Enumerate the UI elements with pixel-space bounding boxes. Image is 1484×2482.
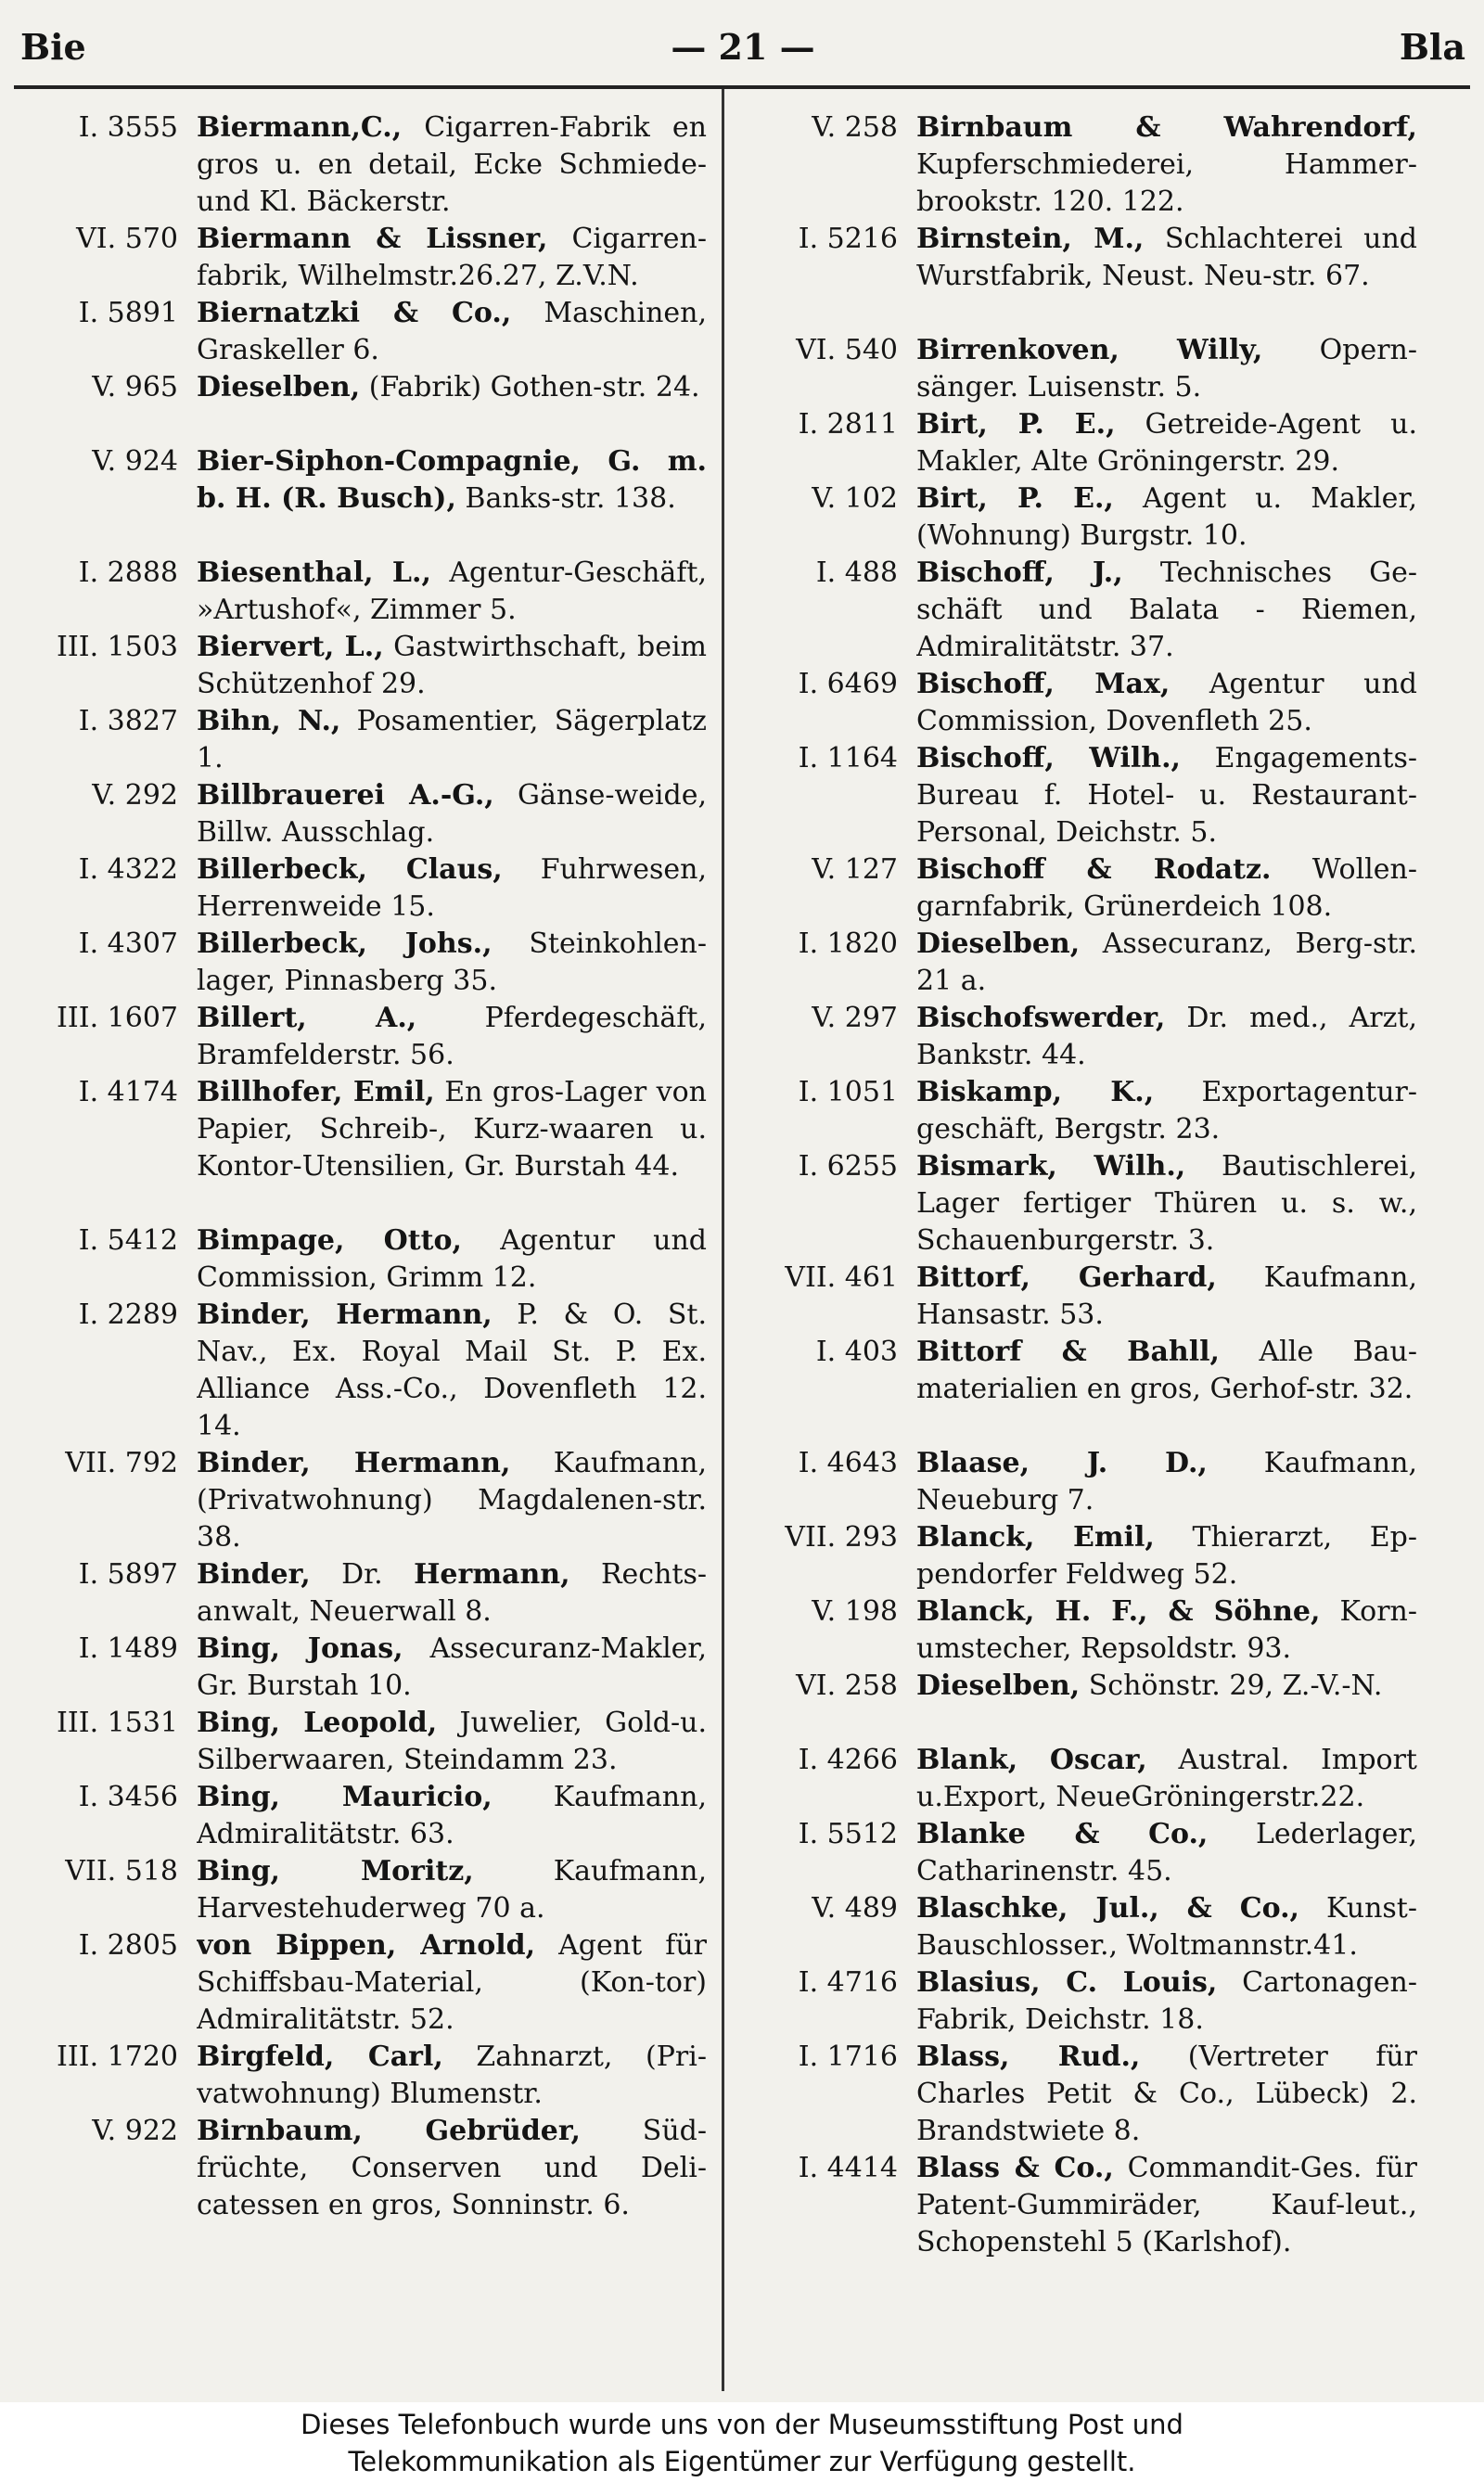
entry-name: Biermann,C., (197, 111, 403, 144)
entry-text (197, 1000, 707, 1074)
directory-entry (20, 109, 707, 221)
phone-number: I. 4414 (798, 2152, 898, 2184)
entry-name: Bischofswerder, (916, 1002, 1166, 1034)
entry-details: Wollen-garnfabrik, Grünerdeich 108. (916, 853, 1417, 923)
entry-text (916, 109, 1417, 221)
entry-name: Blaase, J. D., (916, 1447, 1208, 1479)
entry-details: Technisches Ge-schäft und Balata - Riemen, Admiralitätstr. 37. (916, 557, 1417, 663)
phone-number: I. 5891 (78, 297, 178, 329)
entry-text (916, 1445, 1417, 1519)
entry-text (916, 480, 1417, 555)
directory-entry (740, 555, 1417, 666)
entry-name: Birrenkoven, Willy, (916, 334, 1263, 366)
directory-entry (20, 1445, 707, 1556)
directory-entry (20, 1927, 707, 2039)
entry-text (916, 221, 1417, 332)
entry-name: Bischoff, Wilh., (916, 742, 1181, 774)
directory-entry (740, 2150, 1417, 2261)
entry-details: Agentur-Geschäft, »Artushof«, Zimmer 5. (197, 557, 707, 626)
entry-text (197, 1853, 707, 1927)
phone-number: I. 4643 (798, 1447, 898, 1479)
entry-text (916, 1742, 1417, 1816)
phone-number: V. 297 (812, 1002, 898, 1034)
entry-details: Assecuranz-Makler, Gr. Burstah 10. (197, 1632, 707, 1702)
entry-details: Schönstr. 29, Z.-V.-N. (1080, 1670, 1383, 1702)
entry-text (197, 2113, 707, 2224)
entry-details: Agentur und Commission, Grimm 12. (197, 1224, 707, 1294)
entry-text (197, 777, 707, 851)
directory-entry (740, 666, 1417, 740)
entry-details: Austral. Import u.Export, NeueGröningerstr.22. (916, 1744, 1417, 1813)
phone-number: V. 924 (92, 445, 178, 478)
entry-name: Birnbaum & Wahrendorf, (916, 111, 1417, 144)
directory-entry (740, 332, 1417, 406)
phone-number: V. 198 (812, 1595, 898, 1628)
directory-entry (20, 777, 707, 851)
entry-details: Opern-sänger. Luisenstr. 5. (916, 334, 1417, 403)
entry-name: Billbrauerei A.-G., (197, 779, 494, 812)
directory-entry (20, 1556, 707, 1631)
entry-text (197, 1631, 707, 1705)
entry-text (916, 2150, 1417, 2261)
entry-details: Dr. Hermann, Rechts-anwalt, Neuerwall 8. (197, 1558, 707, 1628)
entry-name: Biernatzki & Co., (197, 297, 512, 329)
directory-entry (740, 2039, 1417, 2150)
entry-details: Banks-str. 138. (455, 482, 676, 515)
entry-name: Blaschke, Jul., & Co., (916, 1892, 1299, 1925)
phone-number: V. 922 (92, 2115, 178, 2147)
phone-number: I. 6255 (798, 1150, 898, 1183)
column-divider (722, 89, 724, 2391)
entry-details: Exportagentur-geschäft, Bergstr. 23. (916, 1076, 1417, 1145)
directory-entry (20, 703, 707, 777)
directory-entry (20, 851, 707, 926)
directory-entry (20, 1705, 707, 1779)
entry-details: Korn-umstecher, Repsoldstr. 93. (916, 1595, 1417, 1665)
entry-details: Agentur und Commission, Dovenfleth 25. (916, 668, 1417, 737)
entry-text (916, 1074, 1417, 1148)
entry-name: Birt, P. E., (916, 482, 1114, 515)
right-column (740, 109, 1417, 2261)
entry-name: Bischoff, J., (916, 557, 1123, 589)
page-header (20, 26, 1465, 72)
entry-details: Cartonagen-Fabrik, Deichstr. 18. (916, 1966, 1417, 2036)
phone-number: I. 4174 (78, 1076, 178, 1108)
entry-details: P. & O. St. Nav., Ex. Royal Mail St. P. Ex. Alliance Ass.-Co., Dovenfleth 12. 14. (197, 1299, 707, 1442)
entry-text (197, 1705, 707, 1779)
directory-entry (740, 1964, 1417, 2039)
entry-text (916, 2039, 1417, 2150)
entry-text (197, 555, 707, 629)
entry-name: Bing, Jonas, (197, 1632, 403, 1665)
phone-number: I. 3827 (78, 705, 178, 737)
phone-number: I. 5897 (78, 1558, 178, 1591)
phone-number: V. 127 (812, 853, 898, 886)
phone-number: VI. 570 (76, 223, 178, 255)
entry-text (916, 1000, 1417, 1074)
entry-name: Bischoff, Max, (916, 668, 1171, 700)
directory-entry (740, 1593, 1417, 1668)
phone-number: I. 5512 (798, 1818, 898, 1850)
entry-details: Zahnarzt, (Pri-vatwohnung) Blumenstr. (197, 2041, 707, 2110)
entry-name: Blank, Oscar, (916, 1744, 1147, 1776)
phone-number: I. 6469 (798, 668, 898, 700)
entry-name: Billhofer, Emil, (197, 1076, 435, 1108)
phone-number: V. 102 (812, 482, 898, 515)
header-left-keyword: Bie (20, 26, 86, 68)
entry-text (197, 221, 707, 295)
entry-text (197, 629, 707, 703)
entry-name: Bittorf & Bahll, (916, 1336, 1220, 1368)
directory-entry (20, 1222, 707, 1297)
entry-text (197, 1297, 707, 1445)
phone-number: I. 3555 (78, 111, 178, 144)
entry-details: Gastwirthschaft, beim Schützenhof 29. (197, 631, 707, 700)
entry-name: Birgfeld, Carl, (197, 2041, 443, 2073)
phone-number: V. 292 (92, 779, 178, 812)
entry-name: Billert, A., (197, 1002, 417, 1034)
phone-number: VII. 461 (785, 1261, 898, 1294)
directory-entry (20, 2113, 707, 2224)
directory-entry (20, 2039, 707, 2113)
directory-entry (740, 1000, 1417, 1074)
phone-number: I. 1164 (798, 742, 898, 774)
entry-details: Agent für Schiffsbau-Material, (Kon-tor) Admiralitätstr. 52. (197, 1929, 707, 2036)
directory-entry (20, 1000, 707, 1074)
entry-details: Kaufmann, Neueburg 7. (916, 1447, 1417, 1516)
directory-entry (740, 1260, 1417, 1334)
phone-number: VI. 540 (796, 334, 898, 366)
entry-text (916, 1260, 1417, 1334)
entry-details: Posamentier, Sägerplatz 1. (197, 705, 707, 774)
entry-details: Juwelier, Gold-u. Silberwaaren, Steindamm 23. (197, 1707, 707, 1776)
entry-text (916, 851, 1417, 926)
phone-number: I. 4716 (798, 1966, 898, 1999)
entry-text (916, 1816, 1417, 1890)
entry-text (916, 1519, 1417, 1593)
entry-text (916, 1668, 1417, 1742)
entry-details: Schlachterei und Wurstfabrik, Neust. Neu-str. 67. (916, 223, 1417, 292)
directory-entry (20, 1853, 707, 1927)
entry-text (916, 1593, 1417, 1668)
phone-number: I. 3456 (78, 1781, 178, 1813)
phone-number: VI. 258 (796, 1670, 898, 1702)
entry-name: Biervert, L., (197, 631, 384, 663)
directory-entry (740, 480, 1417, 555)
directory-entry (740, 1148, 1417, 1260)
phone-number: I. 4266 (798, 1744, 898, 1776)
directory-entry (740, 1890, 1417, 1964)
phone-number: III. 1503 (57, 631, 178, 663)
entry-text (916, 1964, 1417, 2039)
entry-name: Biskamp, K., (916, 1076, 1155, 1108)
entry-details: Thierarzt, Ep-pendorfer Feldweg 52. (916, 1521, 1417, 1591)
entry-text (197, 851, 707, 926)
directory-entry (20, 555, 707, 629)
entry-details: En gros-Lager von Papier, Schreib-, Kurz-waaren u. Kontor-Utensilien, Gr. Burstah 44. (197, 1076, 707, 1183)
entry-details: Alle Bau-materialien en gros, Gerhof-str. 32. (916, 1336, 1417, 1405)
entry-name: von Bippen, Arnold, (197, 1929, 536, 1962)
directory-entry (740, 1334, 1417, 1445)
entry-text (197, 703, 707, 777)
phone-number: V. 258 (812, 111, 898, 144)
entry-name: Bismark, Wilh., (916, 1150, 1186, 1183)
directory-entry (20, 443, 707, 555)
footer-line-2: Telekommunikation als Eigentümer zur Verfügung gestellt. (348, 2446, 1136, 2477)
entry-details: Kaufmann, Admiralitätstr. 63. (197, 1781, 707, 1850)
entry-text (197, 1927, 707, 2039)
entry-text (197, 1779, 707, 1853)
entry-details: Engagements-Bureau f. Hotel- u. Restaurant-Personal, Deichstr. 5. (916, 742, 1417, 849)
entry-text (916, 666, 1417, 740)
phone-number: I. 2289 (78, 1299, 178, 1331)
entry-name: Binder, (197, 1558, 311, 1591)
phone-number: I. 4307 (78, 928, 178, 960)
directory-entry (740, 1519, 1417, 1593)
entry-text (197, 1222, 707, 1297)
header-rule (14, 85, 1470, 89)
directory-entry (20, 369, 707, 443)
entry-details: (Vertreter für Charles Petit & Co., Lübeck) 2. Brandstwiete 8. (916, 2041, 1417, 2147)
entry-name: Billerbeck, Claus, (197, 853, 503, 886)
entry-name: Bing, Mauricio, (197, 1781, 493, 1813)
phone-number: I. 1489 (78, 1632, 178, 1665)
directory-entry (20, 629, 707, 703)
entry-name: Birt, P. E., (916, 408, 1116, 441)
entry-name: Bimpage, Otto, (197, 1224, 462, 1257)
phone-number: I. 5216 (798, 223, 898, 255)
phone-number: VII. 792 (65, 1447, 178, 1479)
phone-number: I. 5412 (78, 1224, 178, 1257)
entry-name: Blasius, C. Louis, (916, 1966, 1218, 1999)
directory-entry (740, 926, 1417, 1000)
entry-name: Blanck, Emil, (916, 1521, 1155, 1554)
entry-name: Binder, Hermann, (197, 1299, 493, 1331)
directory-entry (20, 926, 707, 1000)
directory-entry (740, 221, 1417, 332)
entry-text (916, 332, 1417, 406)
left-column (20, 109, 707, 2224)
entry-name: Dieselben, (916, 928, 1081, 960)
header-right-keyword: Bla (1399, 26, 1465, 68)
phone-number: VII. 293 (785, 1521, 898, 1554)
entry-name: Biesenthal, L., (197, 557, 431, 589)
entry-details: Maschinen, Graskeller 6. (197, 297, 707, 366)
footer-notice (0, 2402, 1484, 2482)
phone-number: III. 1607 (57, 1002, 178, 1034)
entry-details: Lederlager, Catharinenstr. 45. (916, 1818, 1417, 1887)
entry-text (197, 109, 707, 221)
directory-entry (20, 1297, 707, 1445)
entry-text (197, 369, 707, 443)
directory-entry (740, 1668, 1417, 1742)
directory-entry (20, 295, 707, 369)
directory-entry (20, 1779, 707, 1853)
entry-text (197, 1556, 707, 1631)
entry-name: Blanck, H. F., & Söhne, (916, 1595, 1321, 1628)
entry-details: Assecuranz, Berg-str. 21 a. (916, 928, 1417, 997)
phone-number: I. 403 (815, 1336, 898, 1368)
phone-number: V. 489 (812, 1892, 898, 1925)
entry-name: Birnbaum, Gebrüder, (197, 2115, 581, 2147)
entry-text (916, 555, 1417, 666)
entry-details: Kupferschmiederei, Hammer-brookstr. 120. 122. (916, 148, 1417, 218)
entry-text (197, 1074, 707, 1222)
entry-text (197, 1445, 707, 1556)
entry-details: (Fabrik) Gothen-str. 24. (360, 371, 700, 403)
phone-number: I. 1051 (798, 1076, 898, 1108)
phone-number: I. 1820 (798, 928, 898, 960)
entry-details: Fuhrwesen, Herrenweide 15. (197, 853, 707, 923)
directory-entry (20, 1631, 707, 1705)
entry-text (197, 295, 707, 369)
directory-entry (740, 1445, 1417, 1519)
phone-number: I. 2805 (78, 1929, 178, 1962)
entry-text (197, 926, 707, 1000)
entry-text (916, 1148, 1417, 1260)
phone-number: I. 2888 (78, 557, 178, 589)
entry-text (916, 740, 1417, 851)
directory-entry (20, 1074, 707, 1222)
entry-text (916, 1890, 1417, 1964)
entry-text (916, 926, 1417, 1000)
footer-line-1: Dieses Telefonbuch wurde uns von der Museumsstiftung Post und (301, 2409, 1183, 2440)
entry-details: Kunst-Bauschlosser., Woltmannstr.41. (916, 1892, 1417, 1962)
phone-number: III. 1720 (57, 2041, 178, 2073)
entry-name: Billerbeck, Johs., (197, 928, 493, 960)
entry-details: Kaufmann, (Privatwohnung) Magdalenen-str. 38. (197, 1447, 707, 1554)
entry-name: Bittorf, Gerhard, (916, 1261, 1217, 1294)
entry-text (197, 2039, 707, 2113)
entry-name: Bihn, N., (197, 705, 341, 737)
entry-name: Birnstein, M., (916, 223, 1145, 255)
entry-name: Biermann & Lissner, (197, 223, 548, 255)
entry-details: Süd-früchte, Conserven und Deli-catessen en gros, Sonninstr. 6. (197, 2115, 707, 2221)
entry-details: Kaufmann, Hansastr. 53. (916, 1261, 1417, 1331)
directory-entry (740, 1816, 1417, 1890)
phone-number: I. 1716 (798, 2041, 898, 2073)
phone-number: V. 965 (92, 371, 178, 403)
entry-text (916, 1334, 1417, 1445)
directory-entry (740, 1074, 1417, 1148)
directory-entry (740, 406, 1417, 480)
entry-name: Blass, Rud., (916, 2041, 1141, 2073)
entry-name: Dieselben, (916, 1670, 1081, 1702)
entry-text (197, 443, 707, 555)
entry-details: Getreide-Agent u. Makler, Alte Gröningerstr. 29. (916, 408, 1417, 478)
phone-number: III. 1531 (57, 1707, 178, 1739)
directory-entry (740, 1742, 1417, 1816)
entry-details: Steinkohlen-lager, Pinnasberg 35. (197, 928, 707, 997)
entry-details: Gänse-weide, Billw. Ausschlag. (197, 779, 707, 849)
entry-details: Dr. med., Arzt, Bankstr. 44. (916, 1002, 1417, 1071)
entry-details: Kaufmann, Harvestehuderweg 70 a. (197, 1855, 707, 1925)
phone-number: I. 4322 (78, 853, 178, 886)
entry-text (916, 406, 1417, 480)
entry-details: Pferdegeschäft, Bramfelderstr. 56. (197, 1002, 707, 1071)
entry-name: Blass & Co., (916, 2152, 1114, 2184)
phone-number: I. 2811 (798, 408, 898, 441)
entry-details: Commandit-Ges. für Patent-Gummiräder, Kauf-leut., Schopenstehl 5 (Karlshof). (916, 2152, 1417, 2258)
directory-entry (740, 109, 1417, 221)
entry-details: Agent u. Makler, (Wohnung) Burgstr. 10. (916, 482, 1417, 552)
entry-name: Bier-Siphon-Compagnie, G. m. b. H. (R. Busch), (197, 445, 707, 515)
phone-number: I. 488 (815, 557, 898, 589)
entry-details: Bautischlerei, Lager fertiger Thüren u. s. w., Schauenburgerstr. 3. (916, 1150, 1417, 1257)
page-number: — 21 — (671, 26, 815, 68)
entry-details: Cigarren-fabrik, Wilhelmstr.26.27, Z.V.N. (197, 223, 707, 292)
entry-name: Binder, Hermann, (197, 1447, 511, 1479)
entry-name: Blanke & Co., (916, 1818, 1209, 1850)
entry-name: Bing, Leopold, (197, 1707, 438, 1739)
directory-entry (740, 740, 1417, 851)
entry-details: Cigarren-Fabrik en gros u. en detail, Ecke Schmiede- und Kl. Bäckerstr. (197, 111, 707, 218)
directory-entry (740, 851, 1417, 926)
directory-entry (20, 221, 707, 295)
entry-name: Bischoff & Rodatz. (916, 853, 1272, 886)
entry-name: Dieselben, (197, 371, 361, 403)
phone-number: VII. 518 (65, 1855, 178, 1887)
entry-name: Bing, Moritz, (197, 1855, 474, 1887)
